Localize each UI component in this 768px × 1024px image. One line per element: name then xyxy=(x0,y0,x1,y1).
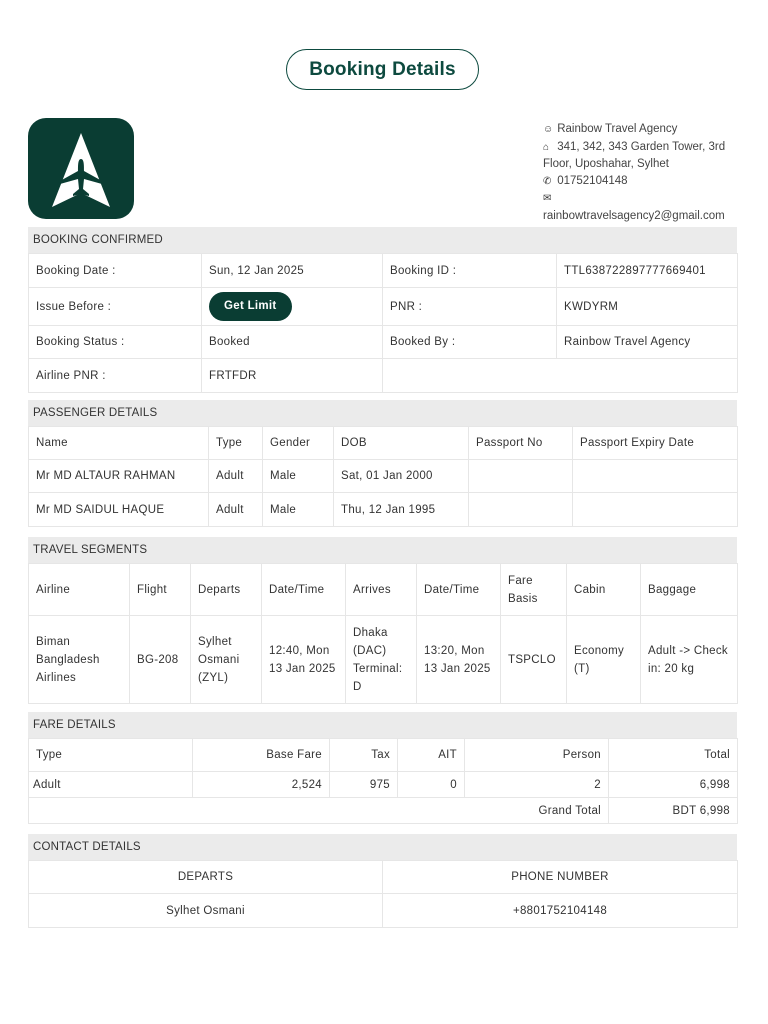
column-header: Baggage xyxy=(641,564,738,616)
column-header: Date/Time xyxy=(417,564,501,616)
booking-date: Sun, 12 Jan 2025 xyxy=(202,254,383,288)
issue-before-cell xyxy=(202,288,383,326)
airplane-a-logo xyxy=(28,118,134,219)
segment-arrive-time: 13:20, Mon 13 Jan 2025 xyxy=(417,616,501,704)
agency-name: Rainbow Travel Agency xyxy=(557,123,678,135)
page-title: Booking Details xyxy=(286,49,479,90)
segment-departs: Sylhet Osmani (ZYL) xyxy=(191,616,262,704)
grand-total-row xyxy=(29,798,738,824)
passenger-passport-expiry xyxy=(573,493,738,527)
agency-email[interactable]: rainbowtravelsagency2@gmail.com xyxy=(543,209,725,222)
column-header: Passport No xyxy=(469,427,573,460)
segments-table xyxy=(28,563,738,704)
airline-pnr-label: Airline PNR : xyxy=(29,359,202,393)
fare-section xyxy=(28,712,737,824)
column-header: Gender xyxy=(263,427,334,460)
column-header: AIT xyxy=(398,739,465,772)
segment-fare-basis: TSPCLO xyxy=(501,616,567,704)
column-header: Type xyxy=(29,739,193,772)
segment-baggage: Adult -> Check in: 20 kg xyxy=(641,616,738,704)
airline-pnr: FRTFDR xyxy=(202,359,383,393)
column-header: Flight xyxy=(130,564,191,616)
column-header: DEPARTS xyxy=(29,861,383,894)
fare-tax: 975 xyxy=(330,772,398,798)
table-row xyxy=(29,894,738,928)
pnr-value: KWDYRM xyxy=(557,288,738,326)
booking-id-label: Booking ID : xyxy=(383,254,557,288)
passenger-dob: Thu, 12 Jan 1995 xyxy=(334,493,469,527)
fare-base: 2,524 xyxy=(193,772,330,798)
booking-status-label: Booking Status : xyxy=(29,326,202,359)
fare-total: 6,998 xyxy=(609,772,738,798)
column-header: Cabin xyxy=(567,564,641,616)
column-header: DOB xyxy=(334,427,469,460)
column-header: PHONE NUMBER xyxy=(383,861,738,894)
phone-icon: ✆ xyxy=(543,175,552,187)
booking-date-label: Booking Date : xyxy=(29,254,202,288)
contact-table xyxy=(28,860,738,928)
fare-heading: FARE DETAILS xyxy=(28,712,737,738)
agency-phone-line xyxy=(543,173,743,191)
column-header: Passport Expiry Date xyxy=(573,427,738,460)
mail-icon: ✉ xyxy=(543,193,552,204)
passenger-dob: Sat, 01 Jan 2000 xyxy=(334,460,469,493)
contact-departs: Sylhet Osmani xyxy=(29,894,383,928)
fare-person: 2 xyxy=(465,772,609,798)
table-header-row xyxy=(29,564,738,616)
contact-phone: +8801752104148 xyxy=(383,894,738,928)
segment-depart-time: 12:40, Mon 13 Jan 2025 xyxy=(262,616,346,704)
agency-info xyxy=(543,121,743,224)
empty-cell xyxy=(383,359,738,393)
table-row xyxy=(29,772,738,798)
column-header: Date/Time xyxy=(262,564,346,616)
fare-ait: 0 xyxy=(398,772,465,798)
column-header: Total xyxy=(609,739,738,772)
booking-heading: BOOKING CONFIRMED xyxy=(28,227,737,253)
table-row xyxy=(29,616,738,704)
column-header: Type xyxy=(209,427,263,460)
home-icon: ⌂ xyxy=(543,141,550,153)
agency-mail-line xyxy=(543,190,743,208)
column-header: Person xyxy=(465,739,609,772)
booked-by-label: Booked By : xyxy=(383,326,557,359)
agency-name-line xyxy=(543,121,743,139)
booking-table xyxy=(28,253,738,393)
table-row xyxy=(29,254,738,288)
column-header: Airline xyxy=(29,564,130,616)
get-limit-button[interactable]: Get Limit xyxy=(209,292,292,321)
segment-flight: BG-208 xyxy=(130,616,191,704)
column-header: Fare Basis xyxy=(501,564,567,616)
booking-section xyxy=(28,227,737,393)
passenger-table xyxy=(28,426,738,527)
contact-heading: CONTACT DETAILS xyxy=(28,834,737,860)
fare-table xyxy=(28,738,738,824)
table-row xyxy=(29,460,738,493)
table-row xyxy=(29,493,738,527)
booking-status: Booked xyxy=(202,326,383,359)
segment-arrives: Dhaka (DAC) Terminal: D xyxy=(346,616,417,704)
passenger-passport xyxy=(469,460,573,493)
grand-total-label: Grand Total xyxy=(29,798,609,824)
segments-heading: TRAVEL SEGMENTS xyxy=(28,537,737,563)
agency-phone: 01752104148 xyxy=(557,174,628,187)
agency-address: 341, 342, 343 Garden Tower, 3rd Floor, Uposhahar, Sylhet xyxy=(543,140,726,170)
table-header-row xyxy=(29,861,738,894)
table-row xyxy=(29,326,738,359)
fare-type: Adult xyxy=(29,772,193,798)
pnr-label: PNR : xyxy=(383,288,557,326)
column-header: Tax xyxy=(330,739,398,772)
column-header: Arrives xyxy=(346,564,417,616)
passenger-passport xyxy=(469,493,573,527)
table-header-row xyxy=(29,427,738,460)
passenger-passport-expiry xyxy=(573,460,738,493)
passenger-type: Adult xyxy=(209,460,263,493)
passenger-type: Adult xyxy=(209,493,263,527)
column-header: Name xyxy=(29,427,209,460)
column-header: Base Fare xyxy=(193,739,330,772)
grand-total-value: BDT 6,998 xyxy=(609,798,738,824)
passenger-gender: Male xyxy=(263,460,334,493)
person-icon: ☺ xyxy=(543,124,554,135)
booking-id: TTL638722897777669401 xyxy=(557,254,738,288)
segments-section xyxy=(28,537,737,704)
issue-before-label: Issue Before : xyxy=(29,288,202,326)
table-row xyxy=(29,359,738,393)
passenger-name: Mr MD ALTAUR RAHMAN xyxy=(29,460,209,493)
segment-cabin: Economy (T) xyxy=(567,616,641,704)
passenger-section xyxy=(28,400,737,527)
contact-section xyxy=(28,834,737,928)
agency-address-line xyxy=(543,139,743,173)
column-header: Departs xyxy=(191,564,262,616)
booked-by: Rainbow Travel Agency xyxy=(557,326,738,359)
segment-airline: Biman Bangladesh Airlines xyxy=(29,616,130,704)
passenger-gender: Male xyxy=(263,493,334,527)
passenger-heading: PASSENGER DETAILS xyxy=(28,400,737,426)
table-header-row xyxy=(29,739,738,772)
passenger-name: Mr MD SAIDUL HAQUE xyxy=(29,493,209,527)
table-row xyxy=(29,288,738,326)
